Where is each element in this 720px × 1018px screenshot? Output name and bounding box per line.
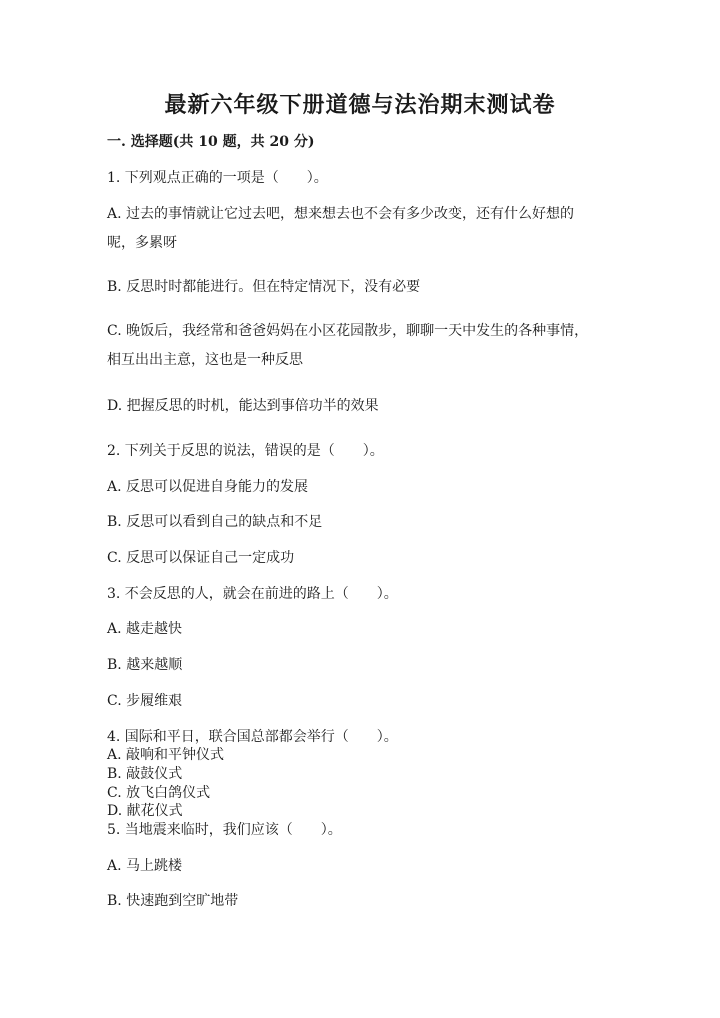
question-2-option-c: C. 反思可以保证自己一定成功 bbox=[107, 550, 295, 566]
question-1-option-c-cont: 相互出出主意，这也是一种反思 bbox=[107, 352, 303, 368]
question-1-option-d: D. 把握反思的时机，能达到事倍功半的效果 bbox=[107, 398, 379, 414]
question-1-option-b: B. 反思时时都能进行。但在特定情况下，没有必要 bbox=[107, 279, 421, 295]
question-4-option-c: C. 放飞白鸽仪式 bbox=[107, 785, 211, 801]
question-5-stem: 5. 当地震来临时，我们应该（ ）。 bbox=[107, 822, 342, 838]
question-5-option-a: A. 马上跳楼 bbox=[107, 858, 183, 874]
question-2-option-b: B. 反思可以看到自己的缺点和不足 bbox=[107, 514, 323, 530]
question-4-option-b: B. 敲鼓仪式 bbox=[107, 766, 183, 782]
question-1-option-a: A. 过去的事情就让它过去吧，想来想去也不会有多少改变，还有什么好想的 bbox=[107, 206, 575, 222]
section-heading: 一. 选择题(共 10 题，共 20 分) bbox=[107, 134, 315, 150]
question-2-stem: 2. 下列关于反思的说法，错误的是（ ）。 bbox=[107, 443, 384, 459]
question-3-option-a: A. 越走越快 bbox=[107, 621, 183, 637]
question-1-option-a-cont: 呢，多累呀 bbox=[107, 235, 177, 251]
question-1-option-c: C. 晚饭后，我经常和爸爸妈妈在小区花园散步，聊聊一天中发生的各种事情， bbox=[107, 323, 589, 339]
question-5-option-b: B. 快速跑到空旷地带 bbox=[107, 893, 239, 909]
question-3-option-c: C. 步履维艰 bbox=[107, 693, 183, 709]
question-4-stem: 4. 国际和平日，联合国总部都会举行（ ）。 bbox=[107, 729, 398, 745]
question-4-option-d: D. 献花仪式 bbox=[107, 803, 183, 819]
question-3-option-b: B. 越来越顺 bbox=[107, 657, 183, 673]
question-3-stem: 3. 不会反思的人，就会在前进的路上（ ）。 bbox=[107, 586, 398, 602]
page-title: 最新六年级下册道德与法治期末测试卷 bbox=[164, 92, 556, 118]
question-1-stem: 1. 下列观点正确的一项是（ ）。 bbox=[107, 170, 328, 186]
question-2-option-a: A. 反思可以促进自身能力的发展 bbox=[107, 479, 309, 495]
question-4-option-a: A. 敲响和平钟仪式 bbox=[107, 747, 225, 763]
